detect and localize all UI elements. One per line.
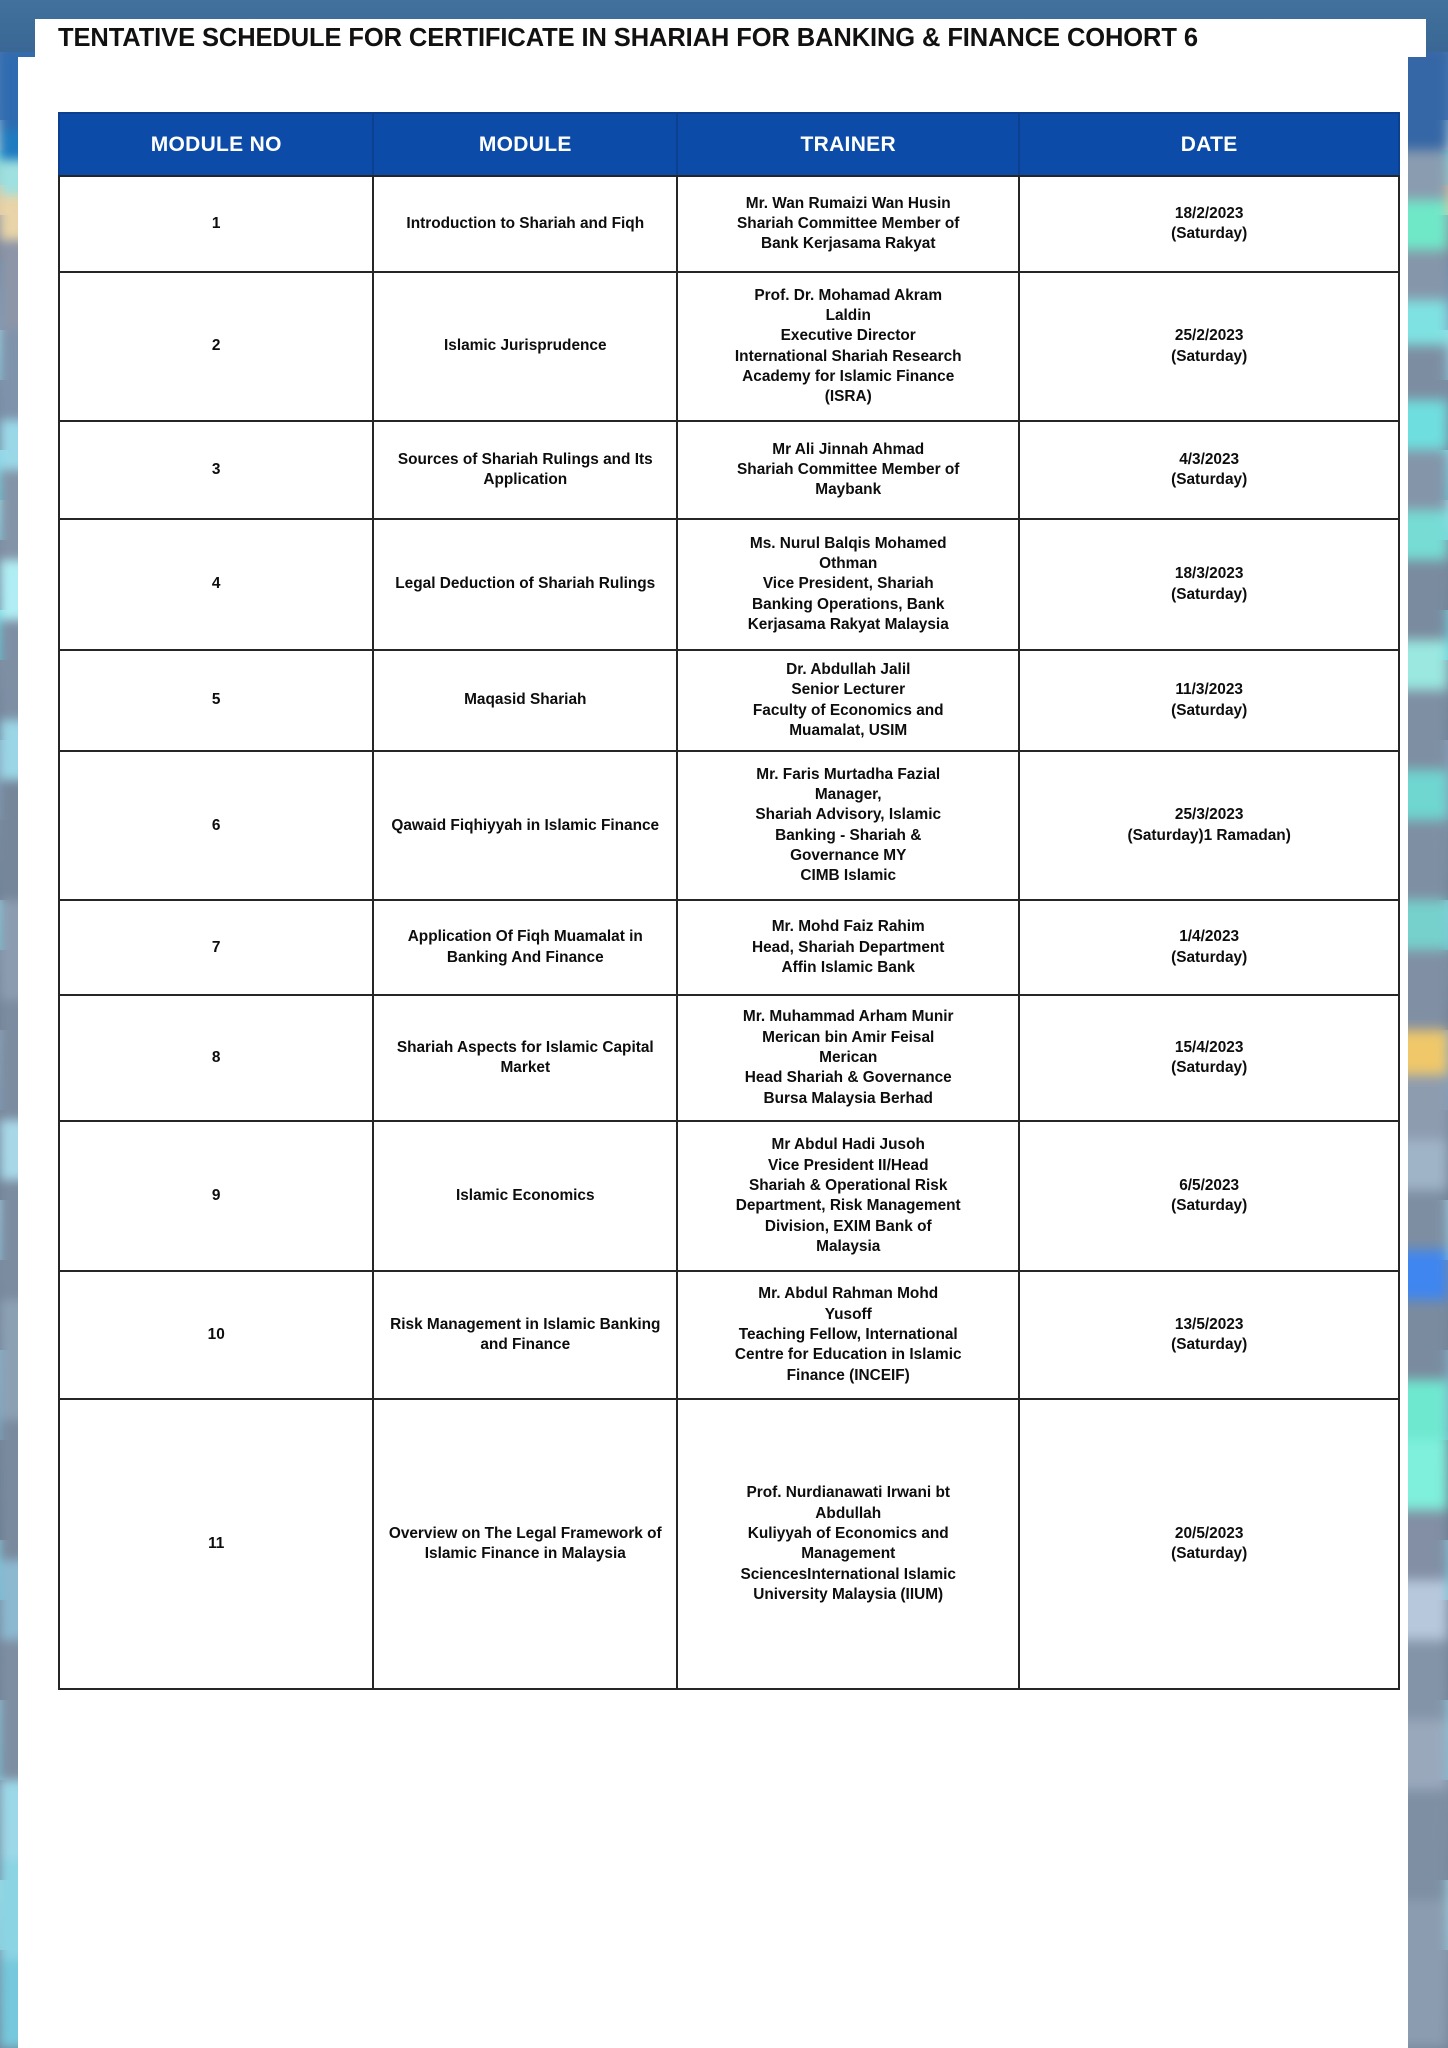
text-line: Muamalat, USIM bbox=[789, 721, 908, 739]
text-line: 6/5/2023 bbox=[1179, 1176, 1240, 1194]
text-line: 1 bbox=[211, 214, 221, 232]
text-line: Application bbox=[483, 471, 568, 488]
text-line: (Saturday) bbox=[1171, 225, 1248, 242]
text-line: Head, Shariah Department bbox=[752, 938, 945, 956]
cell-date bbox=[1019, 1399, 1399, 1689]
cell-trainer bbox=[677, 1121, 1019, 1271]
text-line: Mr. Muhammad Arham Munir bbox=[742, 1008, 954, 1026]
text-line: Overview on The Legal Framework of bbox=[388, 1524, 662, 1542]
text-line: International Shariah Research bbox=[734, 347, 962, 365]
text-line: Finance (INCEIF) bbox=[786, 1366, 910, 1384]
table-header bbox=[59, 113, 1399, 176]
cell-date bbox=[1019, 176, 1399, 272]
text-line: Vice President, Shariah bbox=[762, 575, 934, 593]
table-row bbox=[59, 519, 1399, 650]
text-line: 20/5/2023 bbox=[1174, 1524, 1244, 1542]
text-line: Maqasid Shariah bbox=[464, 691, 587, 709]
cell-module bbox=[373, 272, 677, 421]
text-line: University Malaysia (IIUM) bbox=[753, 1585, 944, 1603]
text-line: (Saturday) bbox=[1171, 585, 1248, 603]
text-line: Islamic Jurisprudence bbox=[444, 337, 607, 355]
text-line: 1/4/2023 bbox=[1179, 928, 1240, 946]
text-line: Bursa Malaysia Berhad bbox=[763, 1089, 933, 1107]
text-line: (Saturday) bbox=[1171, 1545, 1248, 1563]
cell-module-no bbox=[59, 1399, 373, 1689]
text-line: Department, Risk Management bbox=[735, 1197, 961, 1215]
text-line: (Saturday) bbox=[1171, 347, 1248, 365]
text-line: 18/2/2023 bbox=[1174, 204, 1244, 222]
column-header-date: DATE bbox=[1019, 113, 1399, 176]
text-line: Risk Management in Islamic Banking bbox=[390, 1315, 661, 1333]
text-line: Affin Islamic Bank bbox=[781, 958, 915, 976]
cell-module bbox=[373, 1121, 677, 1271]
table-row bbox=[59, 272, 1399, 421]
text-line: Academy for Islamic Finance bbox=[742, 367, 955, 385]
cell-module bbox=[373, 176, 677, 272]
text-line: Governance MY bbox=[790, 847, 907, 865]
text-line: Mr Abdul Hadi Jusoh bbox=[771, 1136, 925, 1154]
text-line: 3 bbox=[211, 460, 221, 478]
text-line: Shariah Advisory, Islamic bbox=[755, 806, 942, 824]
text-line: 11/3/2023 bbox=[1175, 681, 1243, 699]
text-line: 6 bbox=[211, 816, 221, 834]
cell-module bbox=[373, 751, 677, 900]
table-row bbox=[59, 900, 1399, 995]
page-title: TENTATIVE SCHEDULE FOR CERTIFICATE IN SHARIAH FOR BANKING & FINANCE COHORT 6 bbox=[58, 23, 1198, 52]
text-line: Bank Kerjasama Rakyat bbox=[760, 235, 936, 253]
text-line: Sources of Shariah Rulings and Its bbox=[397, 450, 653, 468]
text-line: Banking Operations, Bank bbox=[752, 595, 945, 613]
cell-date bbox=[1019, 900, 1399, 995]
text-line: 25/3/2023 bbox=[1174, 806, 1244, 824]
text-line: Head Shariah & Governance bbox=[744, 1069, 952, 1087]
text-line: Faculty of Economics and bbox=[752, 701, 944, 719]
table-row bbox=[59, 1271, 1399, 1399]
text-line: Ms. Nurul Balqis Mohamed bbox=[749, 534, 947, 552]
cell-date bbox=[1019, 1121, 1399, 1271]
cell-trainer bbox=[677, 1399, 1019, 1689]
cell-module bbox=[373, 1271, 677, 1399]
cell-module-no bbox=[59, 650, 373, 751]
cell-module bbox=[373, 995, 677, 1121]
cell-module-no bbox=[59, 1271, 373, 1399]
cell-module-no bbox=[59, 995, 373, 1121]
text-line: 18/3/2023 bbox=[1174, 565, 1244, 583]
cell-module bbox=[373, 421, 677, 519]
cell-date bbox=[1019, 1271, 1399, 1399]
table-row bbox=[59, 421, 1399, 519]
text-line: Market bbox=[500, 1059, 551, 1077]
text-line: Qawaid Fiqhiyyah in Islamic Finance bbox=[391, 816, 660, 834]
text-line: Banking - Shariah & bbox=[775, 826, 922, 844]
table-header-row bbox=[59, 113, 1399, 176]
cell-date bbox=[1019, 519, 1399, 650]
cell-module-no bbox=[59, 176, 373, 272]
text-line: Management bbox=[801, 1545, 896, 1563]
text-line: Merican bbox=[819, 1049, 878, 1067]
text-line: Mr. Mohd Faiz Rahim bbox=[771, 918, 925, 936]
text-line: Yusoff bbox=[824, 1305, 872, 1323]
text-line: Division, EXIM Bank of bbox=[764, 1217, 932, 1235]
cell-trainer bbox=[677, 272, 1019, 421]
cell-date bbox=[1019, 751, 1399, 900]
cell-trainer bbox=[677, 421, 1019, 519]
cell-module-no bbox=[59, 900, 373, 995]
text-line: Mr Ali Jinnah Ahmad bbox=[772, 440, 925, 458]
text-line: Centre for Education in Islamic bbox=[734, 1346, 962, 1364]
table-row bbox=[59, 1399, 1399, 1689]
cell-module bbox=[373, 900, 677, 995]
text-line: Abdullah bbox=[815, 1504, 882, 1522]
text-line: (Saturday) bbox=[1171, 1197, 1248, 1215]
text-line: Islamic Finance in Malaysia bbox=[424, 1545, 626, 1563]
cell-trainer bbox=[677, 900, 1019, 995]
text-line: 10 bbox=[207, 1326, 225, 1344]
cell-date bbox=[1019, 272, 1399, 421]
cell-trainer bbox=[677, 176, 1019, 272]
cell-module-no bbox=[59, 519, 373, 650]
text-line: CIMB Islamic bbox=[800, 867, 897, 885]
table-row bbox=[59, 176, 1399, 272]
text-line: Shariah Committee Member of bbox=[737, 460, 960, 478]
text-line: (Saturday) bbox=[1171, 1059, 1248, 1077]
text-line: Laldin bbox=[825, 306, 871, 324]
text-line: (Saturday)1 Ramadan) bbox=[1127, 826, 1291, 844]
cell-module-no bbox=[59, 272, 373, 421]
text-line: Introduction to Shariah and Fiqh bbox=[406, 214, 645, 232]
text-line: Kerjasama Rakyat Malaysia bbox=[747, 615, 949, 633]
table-row bbox=[59, 650, 1399, 751]
text-line: 4 bbox=[211, 575, 221, 593]
cell-module-no bbox=[59, 751, 373, 900]
text-line: Malaysia bbox=[816, 1237, 881, 1255]
table-row bbox=[59, 995, 1399, 1121]
text-line: 15/4/2023 bbox=[1174, 1038, 1244, 1056]
text-line: Prof. Dr. Mohamad Akram bbox=[754, 286, 943, 304]
text-line: and Finance bbox=[480, 1336, 571, 1354]
table-row bbox=[59, 1121, 1399, 1271]
text-line: Mr. Wan Rumaizi Wan Husin bbox=[745, 194, 951, 212]
text-line: (Saturday) bbox=[1171, 948, 1248, 966]
text-line: Mr. Abdul Rahman Mohd bbox=[758, 1285, 939, 1303]
schedule-table bbox=[58, 112, 1400, 1690]
text-line: Mr. Faris Murtadha Fazial bbox=[756, 765, 941, 783]
column-header-module-no: MODULE NO bbox=[59, 113, 373, 176]
cell-trainer bbox=[677, 650, 1019, 751]
text-line: Legal Deduction of Shariah Rulings bbox=[395, 575, 656, 593]
text-line: Shariah Aspects for Islamic Capital bbox=[396, 1038, 654, 1056]
text-line: Othman bbox=[819, 555, 878, 572]
text-line: Kuliyyah of Economics and bbox=[747, 1524, 949, 1542]
cell-module-no bbox=[59, 421, 373, 519]
text-line: Application Of Fiqh Muamalat in bbox=[407, 928, 643, 946]
text-line: 11 bbox=[208, 1535, 225, 1553]
column-header-module: MODULE bbox=[373, 113, 677, 176]
cell-date bbox=[1019, 421, 1399, 519]
cell-trainer bbox=[677, 519, 1019, 650]
text-line: 5 bbox=[211, 691, 221, 709]
text-line: (Saturday) bbox=[1171, 1336, 1248, 1354]
cell-module bbox=[373, 650, 677, 751]
text-line: 7 bbox=[211, 938, 221, 956]
text-line: Manager, bbox=[814, 786, 882, 804]
cell-trainer bbox=[677, 1271, 1019, 1399]
cell-module-no bbox=[59, 1121, 373, 1271]
text-line: (ISRA) bbox=[824, 388, 872, 406]
text-line: Banking And Finance bbox=[446, 948, 604, 966]
text-line: Islamic Economics bbox=[455, 1187, 595, 1205]
text-line: Teaching Fellow, International bbox=[738, 1326, 958, 1344]
text-line: Senior Lecturer bbox=[791, 681, 906, 699]
cell-date bbox=[1019, 995, 1399, 1121]
cell-date bbox=[1019, 650, 1399, 751]
table-row bbox=[59, 751, 1399, 900]
text-line: Executive Director bbox=[780, 327, 916, 345]
title-banner bbox=[35, 19, 1426, 57]
cell-trainer bbox=[677, 751, 1019, 900]
text-line: SciencesInternational Islamic bbox=[740, 1565, 956, 1583]
cell-module bbox=[373, 1399, 677, 1689]
text-line: 2 bbox=[211, 337, 221, 355]
text-line: 8 bbox=[211, 1049, 221, 1067]
cell-trainer bbox=[677, 995, 1019, 1121]
text-line: Maybank bbox=[815, 481, 882, 499]
text-line: Vice President II/Head bbox=[767, 1156, 929, 1174]
text-line: 9 bbox=[211, 1187, 221, 1205]
text-line: 13/5/2023 bbox=[1174, 1315, 1244, 1333]
text-line: (Saturday) bbox=[1171, 701, 1248, 719]
text-line: Shariah & Operational Risk bbox=[749, 1176, 948, 1194]
text-line: Dr. Abdullah Jalil bbox=[786, 661, 911, 678]
text-line: 4/3/2023 bbox=[1179, 450, 1240, 468]
text-line: (Saturday) bbox=[1171, 471, 1248, 488]
text-line: 25/2/2023 bbox=[1174, 327, 1244, 345]
text-line: Merican bin Amir Feisal bbox=[762, 1028, 935, 1046]
cell-module bbox=[373, 519, 677, 650]
text-line: Shariah Committee Member of bbox=[737, 214, 960, 232]
column-header-trainer: TRAINER bbox=[677, 113, 1019, 176]
table-body bbox=[59, 176, 1399, 1689]
text-line: Prof. Nurdianawati Irwani bt bbox=[746, 1484, 950, 1502]
